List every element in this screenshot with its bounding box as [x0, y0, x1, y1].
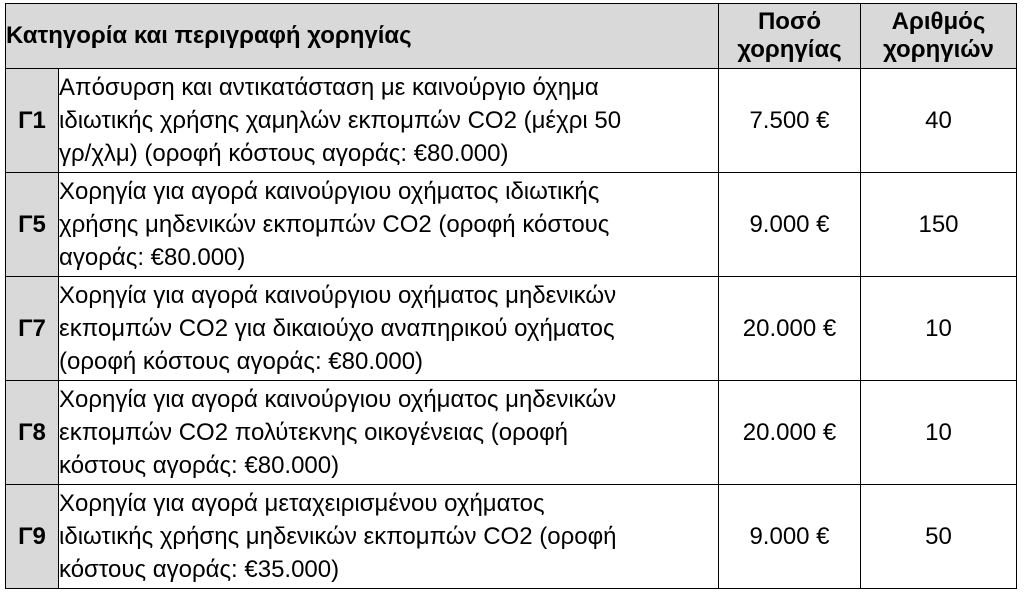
table-row: [6, 173, 1017, 277]
description-line: Χορηγία για αγορά καινούργιου οχήματος μηδενικών: [59, 282, 617, 309]
description-line: ιδιωτικής χρήσης μηδενικών εκπομπών CO2 (οροφή: [59, 523, 617, 550]
header-count: [861, 4, 1017, 69]
description-line: αγοράς: €80.000): [59, 244, 246, 271]
grant-count: 50: [861, 485, 1017, 589]
grant-amount: 9.000 €: [719, 485, 861, 589]
category-code: Γ1: [6, 69, 59, 173]
table-row: [6, 381, 1017, 485]
category-description: [59, 69, 719, 173]
table-row: [6, 69, 1017, 173]
category-description: [59, 277, 719, 381]
grant-amount: 20.000 €: [719, 277, 861, 381]
header-category-label: Κατηγορία και περιγραφή χορηγίας: [6, 22, 412, 49]
table-row: [6, 277, 1017, 381]
description-line: κόστους αγοράς: €80.000): [59, 452, 340, 479]
description-line: Χορηγία για αγορά καινούργιου οχήματος ιδιωτικής: [59, 178, 600, 205]
description-line: ιδιωτικής χρήσης χαμηλών εκπομπών CO2 (μέχρι 50: [59, 107, 622, 134]
table-header-row: [6, 4, 1017, 69]
header-category: [6, 4, 719, 69]
category-code: Γ5: [6, 173, 59, 277]
header-count-label-line2: χορηγιών: [883, 36, 994, 63]
category-description: [59, 173, 719, 277]
header-amount-label-line1: Ποσό: [757, 8, 822, 35]
header-count-label-line1: Αριθμός: [891, 8, 986, 35]
category-code: Γ9: [6, 485, 59, 589]
description-line: γρ/χλμ) (οροφή κόστους αγοράς: €80.000): [59, 140, 509, 167]
description-line: Απόσυρση και αντικατάσταση με καινούργιο όχημα: [59, 74, 599, 101]
header-amount: [719, 4, 861, 69]
table-row: [6, 485, 1017, 589]
description-line: (οροφή κόστους αγοράς: €80.000): [59, 348, 424, 375]
description-line: Χορηγία για αγορά καινούργιου οχήματος μηδενικών: [59, 386, 617, 413]
description-line: χρήσης μηδενικών εκπομπών CO2 (οροφή κόστους: [59, 211, 610, 238]
description-line: εκπομπών CO2 πολύτεκνης οικογένειας (οροφή: [59, 419, 568, 446]
grant-count: 10: [861, 277, 1017, 381]
grants-table: [5, 3, 1017, 589]
grant-count: 150: [861, 173, 1017, 277]
category-description: [59, 485, 719, 589]
category-description: [59, 381, 719, 485]
header-amount-label-line2: χορηγίας: [737, 36, 842, 63]
description-line: Χορηγία για αγορά μεταχειρισμένου οχήματος: [59, 490, 545, 517]
description-line: εκπομπών CO2 για δικαιούχο αναπηρικού οχήματος: [59, 315, 615, 342]
grant-amount: 20.000 €: [719, 381, 861, 485]
grant-count: 10: [861, 381, 1017, 485]
grant-amount: 7.500 €: [719, 69, 861, 173]
grant-amount: 9.000 €: [719, 173, 861, 277]
grant-count: 40: [861, 69, 1017, 173]
description-line: κόστους αγοράς: €35.000): [59, 556, 340, 583]
category-code: Γ7: [6, 277, 59, 381]
category-code: Γ8: [6, 381, 59, 485]
